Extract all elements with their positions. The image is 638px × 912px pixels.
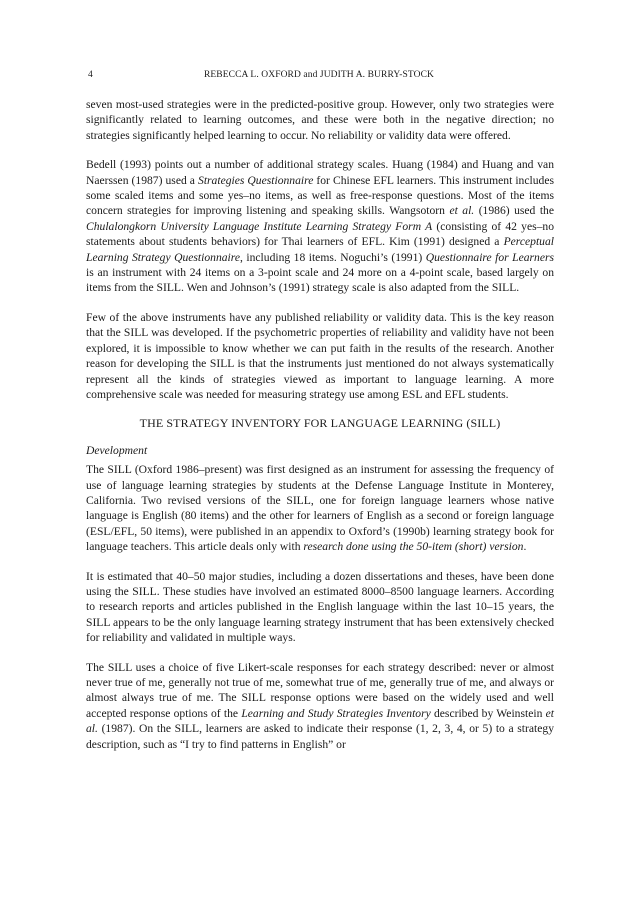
p2-text: for Chinese EFL learners. This instrument includes some scaled items and some yes–no items, as well as free-response questions. Most of the items concern strategies for improving listening and speaking skills. Wangsotorn [86,173,554,218]
p2-text: (1986) used the [474,204,554,218]
paragraph-5-text: It is estimated that 40–50 major studies, including a dozen dissertations and theses, have been done using the SILL. These studies have involved an estimated 8000–8500 language learners. According to research reports and articles published in the English language within the last 10–15 years, the SILL appears to be the only language learning strategy instrument that has been extensively checked for reliability and validated in multiple ways. [86,569,554,645]
p6-italic-title: Learning and Study Strategies Inventory [241,706,431,720]
p2-italic-title: Strategies Questionnaire [198,173,314,187]
paragraph-2 [86,157,554,296]
running-head-authors: REBECCA L. OXFORD and JUDITH A. BURRY-STOCK [203,70,435,80]
p2-italic-title: Chulalongkorn University Language Institute Learning Strategy Form A [86,219,433,233]
p2-text: (consisting of 42 yes–no statements about students behaviors) for Thai learners of EFL. Kim (1991) designed a [86,219,555,249]
paragraph-3 [86,310,554,402]
p2-italic-title: Questionnaire for Learners [425,250,555,264]
paragraph-5 [86,569,554,646]
p4-text: The SILL (Oxford 1986–present) was first designed as an instrument for assessing the frequency of use of language learning strategies by students at the Defense Language Institute in Monterey, California. Two revised versions of the SILL, one for foreign language learners whose native language is English (80 items) and the other for learners of English as a second or foreign language (ESL/EFL, 50 items), were published in an appendix to Oxford’s (1990b) learning strategy book for language teachers. This article deals only with [86,463,554,554]
paragraph-1 [86,97,554,143]
p6-text: described by Weinstein [430,706,546,720]
p2-italic-title: Perceptual Learning Strategy Questionnaire [86,235,554,264]
running-header [0,70,638,84]
p2-italic-etal: et al. [449,204,475,218]
paragraph-3-text: Few of the above instruments have any published reliability or validity data. This is the key reason that the SILL was developed. If the psychometric properties of reliability and validity have not been explored, it is impossible to know whether we can put faith in the results of the research. Another reason for developing the SILL is that the instruments just mentioned do not always systematically represent all the kinds of strategies viewed as important to language learning. A more comprehensive scale was needed for measuring strategy use among ESL and EFL students. [86,310,554,401]
p2-text: Bedell (1993) points out a number of additional strategy scales. Huang (1984) and Huang and van Naerssen (1987) used a [86,158,554,187]
body-text [86,97,554,752]
paragraph-6 [86,660,554,752]
p6-italic-etal: et al. [86,706,554,736]
p6-text: (1987). On the SILL, learners are asked to indicate their response (1, 2, 3, 4, or 5) to a strategy description, such as “I try to find patterns in English” or [86,722,554,751]
p2-text: is an instrument with 24 items on a 3-point scale and 24 more on a 4-point scale, based largely on items from the SILL. Wen and Johnson’s (1991) strategy scale is also adapted from the SILL. [86,266,554,295]
page-number: 4 [88,70,93,80]
p4-italic-phrase: research done using the 50-item (short) version [303,540,524,554]
paragraph-4 [86,462,554,554]
p6-text: The SILL uses a choice of five Likert-scale responses for each strategy described: never or almost never true of me, generally not true of me, somewhat true of me, generally true of me, and always or almost always true of me. The SILL response options were based on the widely used and well accepted response options of the [86,660,554,720]
paragraph-1-text: seven most-used strategies were in the predicted-positive group. However, only two strategies were significantly related to learning outcomes, and these were both in the negative direction; no strategies significantly helped learning to occur. No reliability or validity data were offered. [86,98,554,142]
subsection-heading: Development [86,443,148,457]
section-heading: THE STRATEGY INVENTORY FOR LANGUAGE LEARNING (SILL) [139,416,501,431]
p4-text: . [523,540,527,554]
p2-text: , including 18 items. Noguchi’s (1991) [240,250,426,264]
